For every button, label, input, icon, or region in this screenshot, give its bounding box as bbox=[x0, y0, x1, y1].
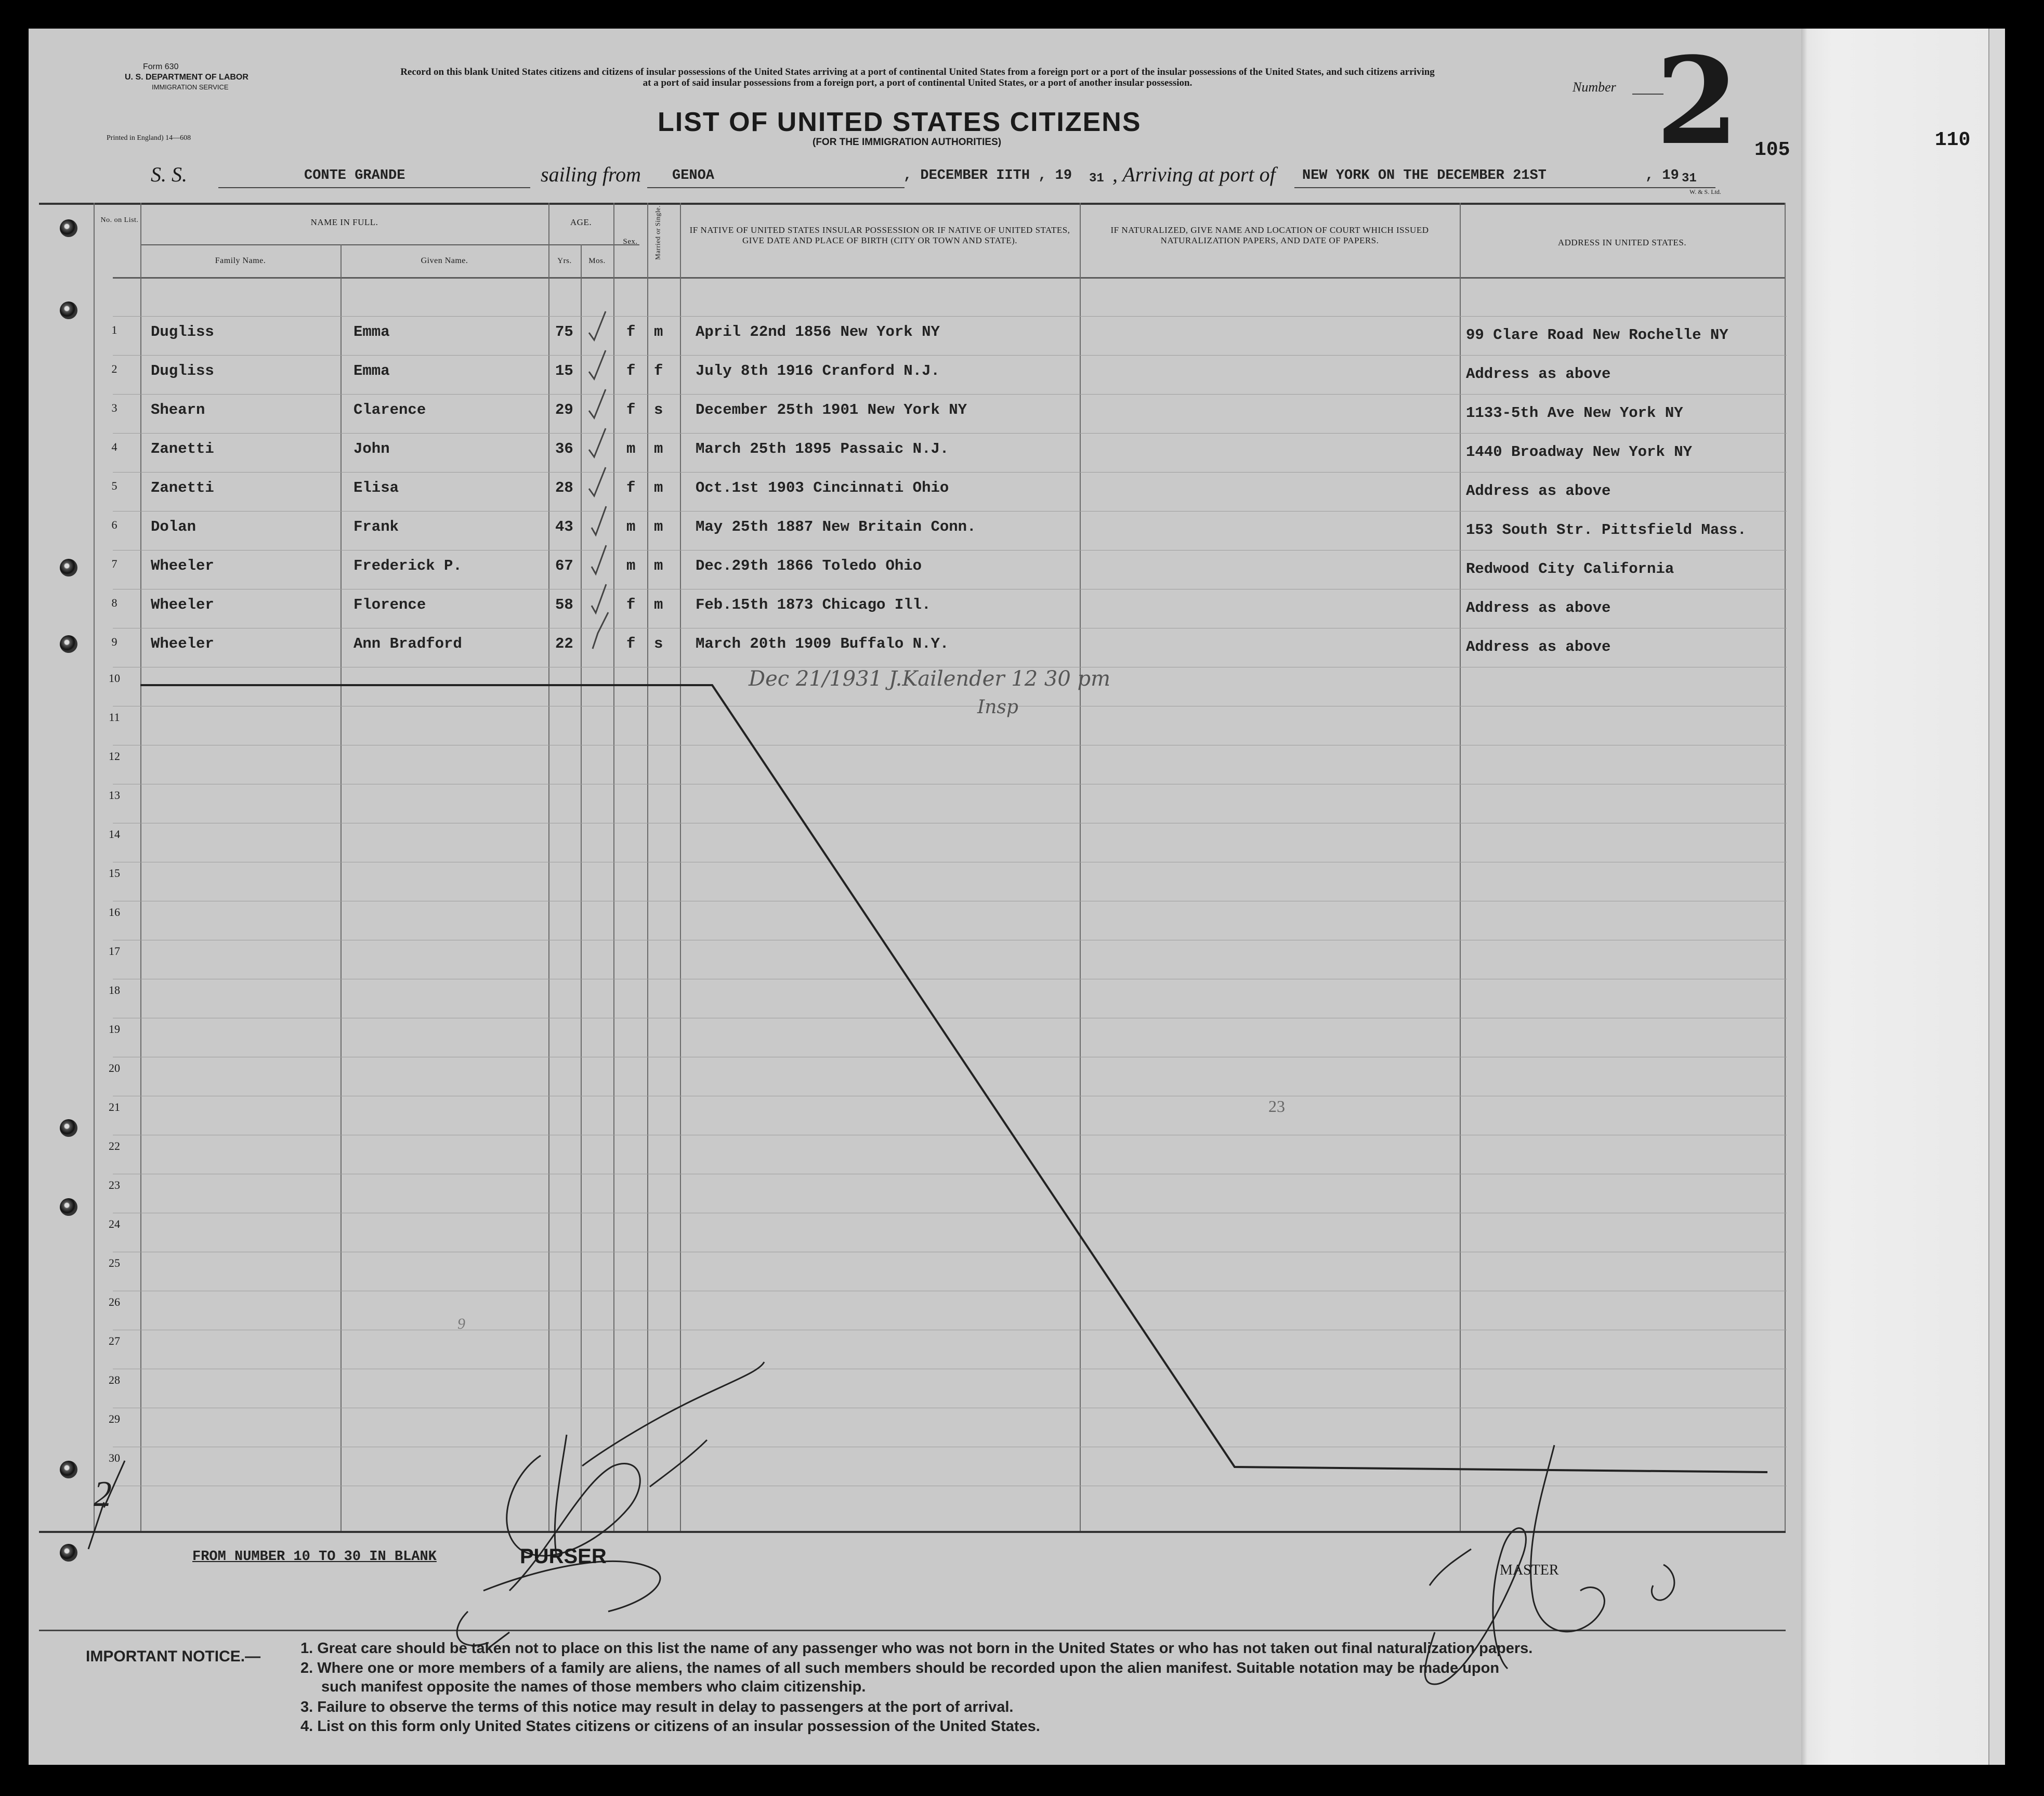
row-number: 22 bbox=[109, 1139, 120, 1152]
age-years: 67 bbox=[555, 557, 573, 574]
header-address: ADDRESS IN UNITED STATES. bbox=[1557, 238, 1687, 247]
row-number: 14 bbox=[109, 828, 120, 841]
purser-label: PURSER bbox=[520, 1545, 607, 1568]
given-name: Emma bbox=[353, 323, 390, 340]
address: 153 South Str. Pittsfield Mass. bbox=[1466, 521, 1747, 539]
blank-rows-note: FROM NUMBER 10 TO 30 IN BLANK bbox=[192, 1549, 437, 1565]
sex: f bbox=[626, 635, 636, 652]
age-years: 22 bbox=[555, 635, 573, 652]
header-name-in-full: NAME IN FULL. bbox=[310, 217, 378, 227]
inspector-stamp: Dec 21/1931 J.Kailender 12 30 pm bbox=[749, 667, 1111, 691]
family-name: Shearn bbox=[151, 401, 205, 418]
notice-2b: such manifest opposite the names of those members who claim citizenship. bbox=[321, 1679, 866, 1695]
family-name: Zanetti bbox=[151, 440, 214, 457]
given-name: Emma bbox=[353, 362, 390, 379]
sex: m bbox=[626, 440, 636, 457]
header-family-name: Family Name. bbox=[215, 256, 266, 265]
given-name: Ann Bradford bbox=[353, 635, 462, 652]
notice-3: 3. Failure to observe the terms of this notice may result in delay to passengers at the port of arrival. bbox=[300, 1699, 1014, 1715]
binder-hole-icon bbox=[60, 1198, 77, 1216]
header-no: No. on List. bbox=[100, 216, 139, 224]
age-years: 75 bbox=[555, 323, 573, 340]
family-name: Dugliss bbox=[151, 323, 214, 340]
marital-status: m bbox=[654, 323, 663, 340]
age-years: 28 bbox=[555, 479, 573, 496]
binder-hole-icon bbox=[60, 559, 77, 576]
row-number: 5 bbox=[111, 479, 117, 492]
binder-hole-icon bbox=[60, 301, 77, 319]
list-number: 2 bbox=[1656, 31, 1739, 172]
important-notice-label: IMPORTANT NOTICE.— bbox=[86, 1648, 261, 1665]
header-sex: Sex. bbox=[623, 238, 638, 246]
address: 99 Clare Road New Rochelle NY bbox=[1466, 326, 1728, 344]
birth-info: December 25th 1901 New York NY bbox=[696, 401, 967, 418]
checkmark-icons bbox=[589, 311, 608, 649]
row-number: 18 bbox=[109, 984, 120, 997]
row-number: 29 bbox=[109, 1412, 120, 1425]
given-name: Clarence bbox=[353, 401, 426, 418]
row-number: 10 bbox=[109, 672, 120, 685]
instruction-text: Record on this blank United States citizens and citizens of insular possessions of the United States arriving at a port of continental United States from a foreign port or a port of the insular possessions of the United States, and such citizens arriving at a port of said insular possessions from a foreign port, a port of continental United States, or a port of another insular possession. bbox=[400, 67, 1435, 88]
departure-port: GENOA bbox=[672, 168, 715, 183]
family-name: Wheeler bbox=[151, 596, 214, 613]
family-name: Wheeler bbox=[151, 557, 214, 574]
page-number-105: 105 bbox=[1754, 139, 1790, 161]
row-number: 27 bbox=[109, 1334, 120, 1347]
margin-mark-2: 2 bbox=[94, 1474, 112, 1514]
sex: f bbox=[626, 596, 636, 613]
given-name: Frank bbox=[353, 518, 399, 535]
birth-info: May 25th 1887 New Britain Conn. bbox=[696, 518, 976, 535]
sex: f bbox=[626, 479, 636, 496]
birth-info: March 25th 1895 Passaic N.J. bbox=[696, 440, 949, 457]
row-number: 20 bbox=[109, 1061, 120, 1074]
number-label: Number bbox=[1573, 80, 1616, 95]
header-age: AGE. bbox=[570, 217, 592, 227]
printed-note: Printed in England) 14—608 bbox=[107, 134, 191, 142]
age-years: 29 bbox=[555, 401, 573, 418]
purser-signature-icon bbox=[457, 1362, 764, 1648]
department: U. S. DEPARTMENT OF LABOR bbox=[125, 73, 248, 82]
page-title: LIST OF UNITED STATES CITIZENS bbox=[658, 107, 1142, 137]
sex: f bbox=[626, 401, 636, 418]
header-naturalized: IF NATURALIZED, GIVE NAME AND LOCATION OF COURT WHICH ISSUED NATURALIZATION PAPERS, AND DATE OF PAPERS. bbox=[1110, 225, 1429, 245]
service: IMMIGRATION SERVICE bbox=[152, 83, 229, 91]
master-label: MASTER bbox=[1500, 1562, 1559, 1578]
row-number: 2 bbox=[111, 362, 117, 375]
address: Redwood City California bbox=[1466, 560, 1674, 578]
page-subtitle: (FOR THE IMMIGRATION AUTHORITIES) bbox=[813, 137, 1002, 148]
birth-info: Oct.1st 1903 Cincinnati Ohio bbox=[696, 479, 949, 496]
given-name: Elisa bbox=[353, 479, 399, 496]
row-number: 3 bbox=[111, 401, 117, 414]
form-number: Form 630 bbox=[143, 62, 179, 71]
header-given-name: Given Name. bbox=[421, 256, 468, 265]
departure-year: 31 bbox=[1089, 172, 1104, 186]
departure-date: , DECEMBER IITH , 19 bbox=[903, 168, 1072, 183]
address: Address as above bbox=[1466, 482, 1611, 500]
sex: f bbox=[626, 323, 636, 340]
sex: m bbox=[626, 557, 636, 574]
address: Address as above bbox=[1466, 365, 1611, 383]
family-name: Dugliss bbox=[151, 362, 214, 379]
ship-name: CONTE GRANDE bbox=[304, 168, 405, 183]
row-number: 12 bbox=[109, 750, 120, 763]
pencil-mark-9: 9 bbox=[457, 1315, 465, 1332]
notice-2a: 2. Where one or more members of a family are aliens, the names of all such members should be recorded upon the alien manifest. Suitable notation may be made upon bbox=[300, 1660, 1500, 1676]
sex: f bbox=[626, 362, 636, 379]
pencil-mark-23: 23 bbox=[1268, 1097, 1285, 1116]
row-number: 25 bbox=[109, 1256, 120, 1269]
row-number: 30 bbox=[109, 1451, 120, 1464]
row-number: 11 bbox=[109, 711, 120, 724]
birth-info: Dec.29th 1866 Toledo Ohio bbox=[696, 557, 922, 574]
sailing-label: sailing from bbox=[541, 163, 641, 186]
address: 1440 Broadway New York NY bbox=[1466, 443, 1693, 461]
row-number: 6 bbox=[111, 518, 117, 531]
given-name: John bbox=[353, 440, 390, 457]
marital-status: m bbox=[654, 479, 663, 496]
arriving-label: , Arriving at port of bbox=[1112, 163, 1276, 186]
header-married-single: Married or Single. bbox=[653, 205, 662, 260]
age-years: 43 bbox=[555, 518, 573, 535]
arrival-year: 31 bbox=[1682, 172, 1697, 186]
address: Address as above bbox=[1466, 638, 1611, 656]
family-name: Zanetti bbox=[151, 479, 214, 496]
binder-hole-icon bbox=[60, 1544, 77, 1562]
row-number: 7 bbox=[111, 557, 117, 570]
binder-hole-icon bbox=[60, 635, 77, 653]
notice-4: 4. List on this form only United States citizens or citizens of an insular possession of the United States. bbox=[300, 1718, 1040, 1735]
row-number: 4 bbox=[111, 440, 117, 453]
arrival-port: NEW YORK ON THE DECEMBER 21ST bbox=[1302, 168, 1547, 183]
marital-status: s bbox=[654, 635, 663, 652]
age-years: 15 bbox=[555, 362, 573, 379]
row-number: 28 bbox=[109, 1373, 120, 1386]
given-name: Frederick P. bbox=[353, 557, 462, 574]
marital-status: f bbox=[654, 362, 663, 379]
given-name: Florence bbox=[353, 596, 426, 613]
birth-info: Feb.15th 1873 Chicago Ill. bbox=[696, 596, 931, 613]
age-years: 36 bbox=[555, 440, 573, 457]
row-number: 26 bbox=[109, 1295, 120, 1308]
birth-info: July 8th 1916 Cranford N.J. bbox=[696, 362, 940, 379]
ss-label: S. S. bbox=[151, 163, 187, 186]
binder-hole-icon bbox=[60, 1461, 77, 1478]
printer-mark: W. & S. Ltd. bbox=[1689, 188, 1721, 195]
family-name: Wheeler bbox=[151, 635, 214, 652]
row-number: 13 bbox=[109, 789, 120, 802]
row-number: 15 bbox=[109, 867, 120, 880]
row-number: 8 bbox=[111, 596, 117, 609]
header-birth: IF NATIVE OF UNITED STATES INSULAR POSSESSION OR IF NATIVE OF UNITED STATES, GIVE DATE AND PLACE OF BIRTH (CITY OR TOWN AND STATE). bbox=[689, 225, 1070, 245]
marital-status: m bbox=[654, 557, 663, 574]
marital-status: m bbox=[654, 518, 663, 535]
notice-1: 1. Great care should be taken not to place on this list the name of any passenger who was not born in the United States or who has not taken out final naturalization papers. bbox=[300, 1640, 1533, 1657]
header-yrs: Yrs. bbox=[557, 257, 572, 265]
row-number: 24 bbox=[109, 1217, 120, 1230]
arrival-year-prefix: , 19 bbox=[1645, 168, 1679, 183]
age-years: 58 bbox=[555, 596, 573, 613]
birth-info: April 22nd 1856 New York NY bbox=[696, 323, 940, 340]
marital-status: m bbox=[654, 440, 663, 457]
binder-hole-icon bbox=[60, 1119, 77, 1137]
header-mos: Mos. bbox=[588, 257, 606, 265]
marital-status: s bbox=[654, 401, 663, 418]
blank-rows-strike-line bbox=[140, 685, 1767, 1472]
row-number: 19 bbox=[109, 1022, 120, 1035]
binder-hole-icon bbox=[60, 219, 77, 237]
row-number: 23 bbox=[109, 1178, 120, 1191]
row-number: 1 bbox=[111, 323, 117, 336]
page-number-110: 110 bbox=[1935, 129, 1971, 151]
row-number: 16 bbox=[109, 906, 120, 919]
sex: m bbox=[626, 518, 636, 535]
row-number: 21 bbox=[109, 1100, 120, 1113]
address: Address as above bbox=[1466, 599, 1611, 617]
birth-info: March 20th 1909 Buffalo N.Y. bbox=[696, 635, 949, 652]
family-name: Dolan bbox=[151, 518, 196, 535]
row-number: 17 bbox=[109, 945, 120, 958]
marital-status: m bbox=[654, 596, 663, 613]
row-number: 9 bbox=[111, 635, 117, 648]
address: 1133-5th Ave New York NY bbox=[1466, 404, 1683, 422]
inspector-title: Insp bbox=[977, 697, 1018, 718]
